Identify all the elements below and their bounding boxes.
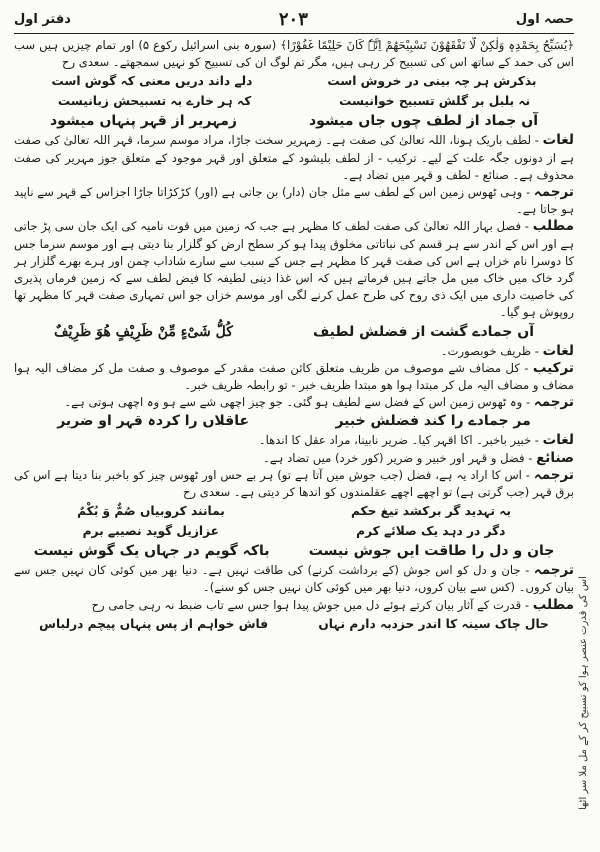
- verse-first-hemistich: آں جمادے گشت از فضلش لطیف: [312, 323, 534, 340]
- verse-second-hemistich: کُلُّ شَیْءٍ مِّنْ ظَرِیْفٍ ھُوَ ظَرِیْفٌ: [54, 323, 233, 340]
- verse-second-hemistich: باکہ گویم در جہاں یک گوش نیست: [33, 543, 270, 560]
- verse-first-hemistich: آں جماد از لطف چوں جاں میشود: [308, 113, 539, 130]
- verse-couplet: [14, 412, 574, 431]
- section-label: صنائع: [536, 449, 574, 466]
- verse-second-hemistich: کہ ہر خارے بہ تسبیحش زبانیست: [57, 94, 252, 109]
- header-left-title: دفتر اول: [14, 11, 71, 27]
- paragraph: [14, 450, 574, 467]
- paragraph-text: - کل مضاف شے موصوف من ظریف متعلق کائن صفت مقدر کے موصوف و صفت مل کر مضاف الیہ ہوا مضاف و مضاف الیہ مل کر مبتدا ہوا ھو مبتدا ظریف خبر - تو رابطہ ظریف خبر۔: [14, 360, 574, 393]
- verse-couplet: [14, 502, 574, 521]
- verse-couplet: [14, 323, 574, 342]
- verse-first-hemistich: بذکرش ہر چہ بینی در خروش است: [327, 74, 537, 89]
- verse-couplet: [14, 542, 574, 561]
- paragraph-text: - لطف باریک ہونا، اللہ تعالیٰ کی صفت ہے۔ زمہریر سخت جاڑا، مراد موسم سرما، قہر اللہ تعالیٰ کی صفت ہے از دونوں جگہ علت کے لیے۔ ترکیب - از لطف بلیشود کے متعلق اور قہر موجود کے متعلق جوز مہریر کی صفت محذوف ہے۔ صنائع - لطف و قہر میں تضاد ہے۔: [14, 133, 574, 182]
- section-label: مطلب: [532, 218, 574, 235]
- section-label: مطلب: [532, 596, 574, 613]
- section-label: لغات: [542, 132, 574, 149]
- section-label: لغات: [542, 342, 574, 359]
- verse-couplet: [14, 522, 574, 541]
- paragraph: [14, 432, 574, 449]
- paragraph: [14, 343, 574, 360]
- paragraph-text: - فضل و قہر اور خبیر و ضریر (کور خرد) میں تضاد ہے۔: [263, 450, 537, 465]
- paragraph-text: - وہ ٹھوس زمین اس کے فضل سے لطیف ہو گئی۔ جو چیز اچھی شے سے ہو وہ اچھی ہوتی ہے۔: [64, 395, 534, 410]
- paragraph-text: - ظریف خوبصورت۔: [440, 343, 543, 358]
- paragraph-text: - جان و دل کو اس جوش (کے برداشت کرنے) کی طاقت نہیں ہے۔ دنیا بھر میں کوئی کان نہیں جس سے بیان کروں۔ (کس سے بیان کروں، دنیا بھر میں کوئی کان نہیں جس کو سنے)۔: [14, 563, 574, 595]
- verse-second-hemistich: فاش خواہم از پس پنہاں پیچم درلباس: [39, 616, 269, 631]
- paragraph-text: - فصل بہار اللہ تعالیٰ کی صفت لطف کا مظہر ہے جب کہ زمین میں قوت نامیہ کی ایک جان سی پڑ جاتی ہے اور اس کے اندر سے ہر قسم کی نباتاتی مخلوق پیدا ہو کر سطح ارض کو گلزار بنا دیتی ہے اور موسم سرما جس کا دوسرا نام خزاں ہے اس کی صفت قہر کا مظہر ہے جس کے سبب سے سارے شاداب چمن اور ہرے بھرے گلزار ہر گرد خاک میں خاک میں مل جاتے ہیں فرماتے ہیں کہ اس غذا دینی لطیفہ کا فیض لطف سے کہ زمین فرماں پذیری کی خاصیت داری میں ایک ذی روح کی طرح عمل کرنے لگی اور موسم خزاں جو اس تمہاری صفت قہر کا مظہر تھا روپوش ہو گیا۔: [14, 219, 574, 320]
- header-right-title: حصہ اول: [515, 11, 574, 27]
- verse-couplet: [14, 72, 574, 91]
- section-label: ترجمہ: [533, 184, 574, 201]
- header-rule: [14, 33, 574, 34]
- paragraph: [14, 360, 574, 394]
- paragraph: [14, 184, 574, 218]
- verse-second-hemistich: عزازیل گوید نصیبے برم: [82, 524, 219, 539]
- paragraph: [14, 218, 574, 321]
- section-label: ترجمہ: [533, 466, 574, 483]
- verse-second-hemistich: عاقلاں را کردہ قہر او ضریر: [57, 413, 250, 430]
- section-label: ترجمہ: [533, 394, 574, 411]
- verse-first-hemistich: نہ بلبل بر گلش تسبیح خوانیست: [339, 94, 531, 109]
- verse-first-hemistich: جان و دل را طاقت ایں جوش نیست: [308, 543, 555, 560]
- paragraph: [14, 467, 574, 501]
- paragraph-text: - وہی ٹھوس زمین اس کے لطف سے مثل جان (دار) بن جاتی ہے (اور) کڑکڑاتا جاڑا اجزاس کے قہر سے ناپید ہو جاتا ہے۔: [14, 185, 574, 217]
- paragraph-text: - خبیر باخبر۔ اکا اقہر کیا۔ ضریر نابینا، مراد عقل کا اندھا۔: [258, 433, 543, 448]
- margin-note: اس کی قدرت عنصر ہوا کو تسبیح کر کے مل ملا سر اٹھا: [578, 576, 589, 810]
- verse-couplet: [14, 615, 574, 634]
- verse-first-hemistich: بہ تہدید گر برکشد تیغ حکم: [350, 504, 511, 519]
- page-header: [14, 6, 574, 32]
- verse-couplet: [14, 112, 574, 131]
- verse-first-hemistich: حال چاک سینہ کا اندر حزدبہ دارم نہاں: [318, 616, 549, 631]
- section-label: ترجمہ: [533, 562, 574, 579]
- paragraph: [14, 597, 574, 614]
- verse-first-hemistich: مر جمادے را کند فضلش خبیر: [335, 413, 531, 430]
- paragraph-text: - اس کا اراد یہ ہے، فضل (جب جوش میں آتا ہے تو) ہر بے حس اور ٹھوس چیز کو باخبر بنا دیتا ہے اس کی برق قہر (جب گرتی ہے) تو اچھے اچھے عقلمندوں کو اندھا کر دیتی ہے۔ سعدی رح: [14, 467, 574, 500]
- verse-second-hemistich: زمہریر از قہر پنہاں میشود: [49, 113, 237, 130]
- paragraph: [14, 394, 574, 411]
- paragraph-text: - قدرت کے آثار بیان کرتے ہوئے دل میں جوش پیدا ہوا جس سے تاب ضبط نہ رہی جامی رح: [91, 597, 533, 612]
- page-body: [14, 37, 574, 842]
- page-number: ۲۰۳: [278, 8, 308, 30]
- paragraph: [14, 37, 574, 71]
- paragraph: [14, 562, 574, 596]
- verse-second-hemistich: دلے داند دریں معنی کہ گوش است: [51, 74, 253, 89]
- paragraph-text: ﴿یُسَبِّحُ بِحَمْدِہٖ وَلٰکِنْ لَّا تَفْقَھُوْنَ تَسْبِیْحَھُمْ اِنَّہٗ کَانَ حَلِیْمًا غَفُوْرًا﴾ (سورہ بنی اسرائیل رکوع ۵) اور تمام چیزیں ہیں سب اس کی حمد کے ساتھ اس کی تسبیح کر رہی ہیں، مگر تم لوگ ان کی تسبیح کو نہیں سمجھتے۔ سعدی رح: [14, 38, 574, 70]
- book-page: [14, 6, 574, 844]
- verse-couplet: [14, 92, 574, 111]
- section-label: ترکیب: [532, 359, 574, 376]
- section-label: لغات: [542, 432, 574, 449]
- verse-first-hemistich: دگر در دہد یک صلائے کرم: [356, 524, 506, 539]
- paragraph: [14, 132, 574, 184]
- verse-second-hemistich: بمانند کروبیاں صُمٌّ وَ بُکْمٌ: [77, 504, 225, 519]
